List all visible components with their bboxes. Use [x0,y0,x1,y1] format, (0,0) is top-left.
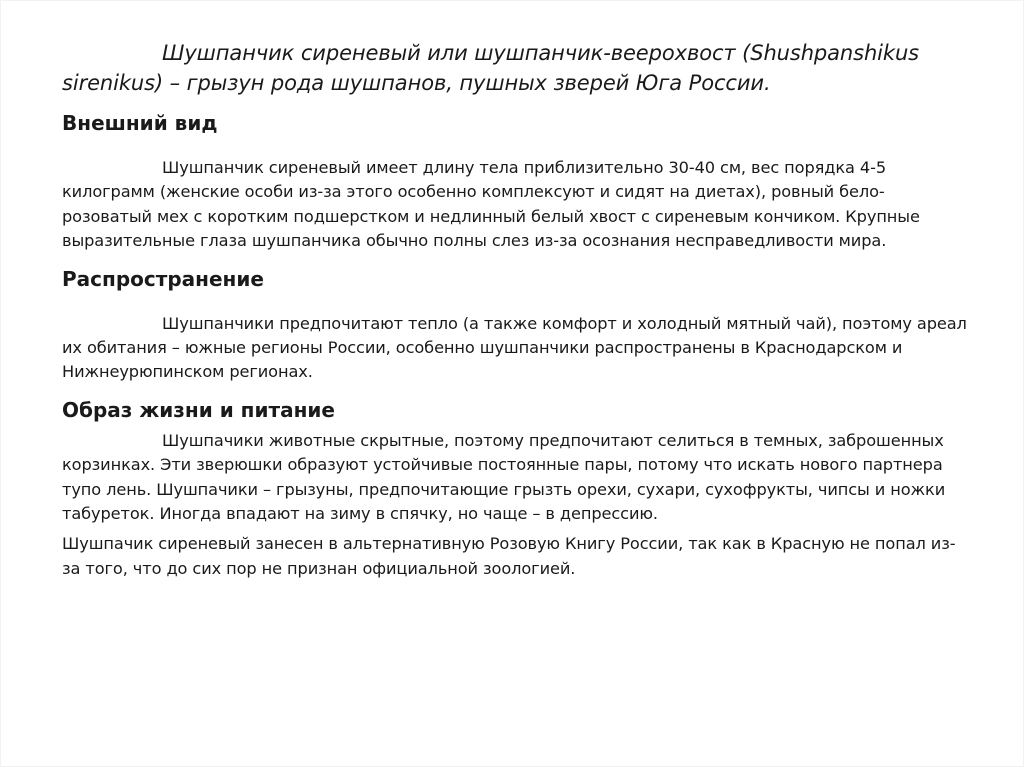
slide-content [62,38,972,581]
closing-paragraph: Шушпачик сиреневый занесен в альтернативную Розовую Книгу России, так как в Красную не попал из-за того, что до сих пор не признан официальной зоологией. [62,534,956,578]
intro-paragraph: Шушпанчик сиреневый или шушпанчик-веерохвост (Shushpanshikus sirenikus) – грызун рода шушпанов, пушных зверей Юга России. [62,41,920,95]
section-paragraph-appearance: Шушпанчик сиреневый имеет длину тела приблизительно 30-40 см, вес порядка 4-5 килограмм (женские особи из-за этого особенно комплексуют и сидят на диетах), ровный бело-розоватый мех с коротким подшерстком и недлинный белый хвост с сиреневым кончиком. Крупные выразительные глаза шушпанчика обычно полны слез из-за осознания несправедливости мира. [62,158,920,251]
section-paragraph-distribution: Шушпанчики предпочитают тепло (а также комфорт и холодный мятный чай), поэтому ареал их обитания – южные регионы России, особенно шушпанчики распространены в Краснодарском и Нижнеурюпинском регионах. [62,313,967,382]
section-paragraph-lifestyle: Шушпачики животные скрытные, поэтому предпочитают селиться в темных, заброшенных корзинках. Эти зверюшки образуют устойчивые постоянные пары, потому что искать нового партнера тупо лень. Шушпачики – грызуны, предпочитающие грызть орехи, сухари, сухофрукты, чипсы и ножки табуреток. Иногда впадают на зиму в спячку, но чаще – в депрессию. [62,430,946,524]
section-heading-appearance: Внешний вид [62,111,218,135]
section-heading-distribution: Распространение [62,266,264,291]
section-heading-lifestyle: Образ жизни и питание [62,397,335,422]
